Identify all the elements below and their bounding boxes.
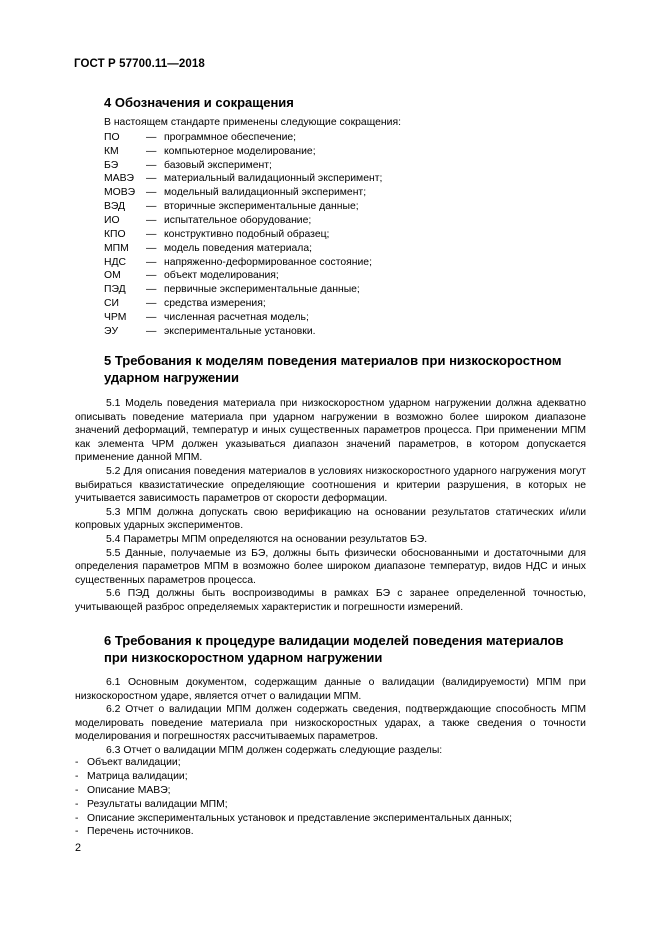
abbreviation-code: БЭ xyxy=(104,159,119,171)
abbreviation-item xyxy=(104,227,382,241)
abbreviation-item xyxy=(104,241,382,255)
abbreviation-dash: — xyxy=(146,145,157,157)
abbreviation-code: МПМ xyxy=(104,242,129,254)
list-item-text: Объект валидации; xyxy=(87,757,181,769)
abbreviation-code: ИО xyxy=(104,214,120,226)
abbreviation-code: НДС xyxy=(104,256,127,268)
abbreviation-item xyxy=(104,172,382,186)
abbreviation-text: модельный валидационный эксперимент; xyxy=(164,187,367,199)
abbreviation-text: конструктивно подобный образец; xyxy=(164,228,330,240)
abbreviation-code: ОМ xyxy=(104,270,121,282)
list-item xyxy=(75,756,512,770)
abbreviation-code: ПЭД xyxy=(104,284,126,296)
abbreviation-code: СИ xyxy=(104,298,119,310)
abbreviation-dash: — xyxy=(146,214,157,226)
abbreviation-dash: — xyxy=(146,284,157,296)
list-item xyxy=(75,797,512,811)
paragraph: 6.2 Отчет о валидации МПМ должен содержать сведения, подтверждающие способность МПМ моделировать поведение материала при низкоскоростных ударах, а также сведения о точности моделирования и погрешностях рассчитываемых параметров. xyxy=(75,704,586,743)
list-item xyxy=(75,825,512,839)
section-5-body xyxy=(75,397,586,615)
abbreviation-dash: — xyxy=(146,173,157,185)
abbreviation-text: объект моделирования; xyxy=(164,270,279,282)
list-item-text: Матрица валидации; xyxy=(87,771,188,783)
section-6-body xyxy=(75,676,586,758)
page-number: 2 xyxy=(75,842,82,854)
abbreviation-dash: — xyxy=(146,242,157,254)
abbreviation-item xyxy=(104,214,382,228)
section-5-title: 5 Требования к моделям поведения материалов при низкоскоростном ударном нагружении xyxy=(104,353,562,385)
paragraph: 5.2 Для описания поведения материалов в условиях низкоскоростного ударного нагружения могут выбираться квазистатические определяющие соотношения и критерии разрушения, в которых не учитывается зависимость параметров от скорости деформации. xyxy=(75,465,586,505)
paragraph: 6.3 Отчет о валидации МПМ должен содержать следующие разделы: xyxy=(106,744,443,756)
abbreviation-dash: — xyxy=(146,325,157,337)
abbreviation-item xyxy=(104,186,382,200)
list-item xyxy=(75,784,512,798)
list-marker: - xyxy=(75,784,79,796)
abbreviation-text: численная расчетная модель; xyxy=(164,311,309,323)
abbreviation-code: ЧРМ xyxy=(104,311,127,323)
abbreviation-item xyxy=(104,324,382,338)
list-marker: - xyxy=(75,757,79,769)
abbreviation-dash: — xyxy=(146,159,157,171)
abbreviation-item xyxy=(104,158,382,172)
abbreviation-item xyxy=(104,283,382,297)
abbreviation-item xyxy=(104,131,382,145)
abbreviation-text: материальный валидационный эксперимент; xyxy=(164,173,383,185)
section-6-title: 6 Требования к процедуре валидации моделей поведения материалов при низкоскоростном ударном нагружении xyxy=(104,633,564,665)
paragraph: 6.1 Основным документом, содержащим данные о валидации (валидируемости) МПМ при низкоскоростном ударе, является отчет о валидации МПМ. xyxy=(75,677,586,702)
list-item-text: Результаты валидации МПМ; xyxy=(87,798,228,810)
list-marker: - xyxy=(75,812,79,824)
abbreviation-text: вторичные экспериментальные данные; xyxy=(164,201,359,213)
abbreviation-text: экспериментальные установки. xyxy=(164,325,316,337)
abbreviation-dash: — xyxy=(146,256,157,268)
abbreviation-dash: — xyxy=(146,187,157,199)
list-marker: - xyxy=(75,798,79,810)
abbreviation-dash: — xyxy=(146,228,157,240)
abbreviation-text: компьютерное моделирование; xyxy=(164,145,316,157)
abbreviation-code: КМ xyxy=(104,145,119,157)
abbreviation-text: испытательное оборудование; xyxy=(164,214,312,226)
list-item-text: Перечень источников. xyxy=(87,826,194,838)
abbreviation-item xyxy=(104,144,382,158)
list-item-text: Описание экспериментальных установок и представление экспериментальных данных; xyxy=(87,812,513,824)
paragraph: 5.4 Параметры МПМ определяются на основании результатов БЭ. xyxy=(106,533,428,545)
abbreviation-text: базовый эксперимент; xyxy=(164,159,272,171)
paragraph: 5.5 Данные, получаемые из БЭ, должны быть физически обоснованными и достаточными для определения параметров МПМ в возможно более широком диапазоне температур, видов НДС и иных существенных параметров процесса. xyxy=(75,547,586,586)
document-header: ГОСТ Р 57700.11—2018 xyxy=(74,58,205,70)
list-item-text: Описание МАВЭ; xyxy=(87,784,171,796)
abbreviation-text: модель поведения материала; xyxy=(164,242,313,254)
list-item xyxy=(75,770,512,784)
abbreviation-dash: — xyxy=(146,311,157,323)
abbreviation-text: программное обеспечение; xyxy=(164,131,297,143)
abbreviation-text: средства измерения; xyxy=(164,298,266,310)
abbreviation-code: МОВЭ xyxy=(104,187,136,199)
list-marker: - xyxy=(75,771,79,783)
abbreviation-item xyxy=(104,269,382,283)
abbreviation-dash: — xyxy=(146,201,157,213)
paragraph: 5.3 МПМ должна допускать свою верификацию на основании результатов статических и/или копровых ударных экспериментов. xyxy=(75,506,586,532)
section-4-intro: В настоящем стандарте применены следующие сокращения: xyxy=(104,117,401,128)
list-marker: - xyxy=(75,826,79,838)
abbreviation-text: напряженно-деформированное состояние; xyxy=(164,256,372,268)
section-4-title: 4 Обозначения и сокращения xyxy=(104,95,294,110)
abbreviation-code: ПО xyxy=(104,131,120,143)
abbreviation-item xyxy=(104,297,382,311)
abbreviation-list xyxy=(104,131,382,339)
abbreviation-dash: — xyxy=(146,131,157,143)
abbreviation-dash: — xyxy=(146,298,157,310)
abbreviation-item xyxy=(104,200,382,214)
abbreviation-item xyxy=(104,255,382,269)
paragraph: 5.6 ПЭД должны быть воспроизводимы в рамках БЭ с заранее определенной точностью, учитывающей разброс определяемых характеристик и погрешности измерений. xyxy=(75,588,586,613)
abbreviation-dash: — xyxy=(146,270,157,282)
abbreviation-code: КПО xyxy=(104,228,126,240)
abbreviation-code: МАВЭ xyxy=(104,173,134,185)
report-sections-list xyxy=(75,756,512,839)
abbreviation-code: ЭУ xyxy=(104,325,119,337)
abbreviation-text: первичные экспериментальные данные; xyxy=(164,284,360,296)
list-item xyxy=(75,811,512,825)
abbreviation-item xyxy=(104,310,382,324)
abbreviation-code: ВЭД xyxy=(104,201,126,213)
paragraph: 5.1 Модель поведения материала при низкоскоростном ударном нагружении должна адекватно описывать поведение материала при ударном нагружении в возможно более широком диапазоне значений деформаций, температур и иных существенных параметров процесса. При применении МПМ как элемента ЧРМ должен указываться диапазон значений параметров, в котором допускается применение данной МПМ. xyxy=(75,398,586,464)
